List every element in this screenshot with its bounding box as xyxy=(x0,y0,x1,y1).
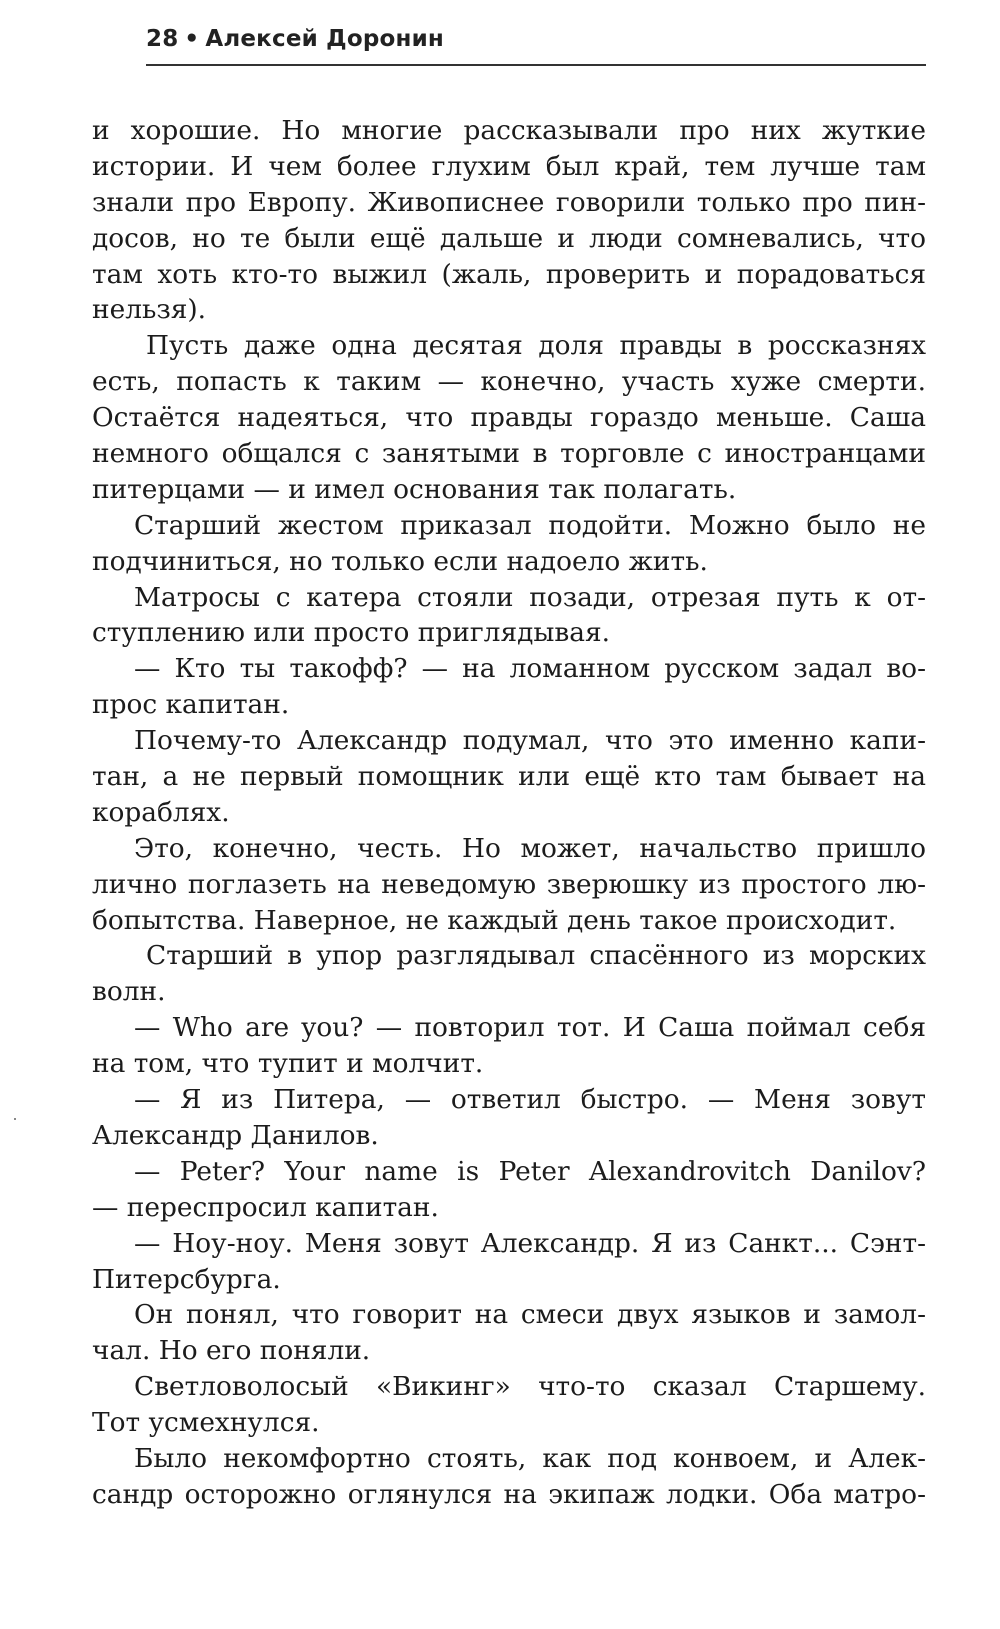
text-line: прос капитан. xyxy=(92,689,290,721)
text-line: там хоть кто-то выжил (жаль, проверить и порадоваться xyxy=(92,258,926,290)
text-line: знали про Европу. Живописнее говорили только про пин- xyxy=(92,186,926,218)
text-line: подчиниться, но только если надоело жить. xyxy=(92,545,708,577)
header-rule xyxy=(146,64,926,66)
text-line: чал. Но его поняли. xyxy=(92,1335,371,1367)
text-line: Остаётся надеяться, что правды гораздо меньше. Саша xyxy=(92,402,926,434)
text-line: Старший в упор разглядывал спасённого из морских xyxy=(146,940,926,972)
text-line: Было некомфортно стоять, как под конвоем, и Алек- xyxy=(134,1442,926,1474)
text-line: ступлению или просто приглядывая. xyxy=(92,617,610,649)
text-line: — Who are you? — повторил тот. И Саша поймал себя xyxy=(134,1012,926,1044)
body-text xyxy=(92,113,926,1513)
text-line: Питерсбурга. xyxy=(92,1263,281,1295)
text-line: тан, а не первый помощник или ещё кто там бывает на xyxy=(92,761,926,793)
text-line: есть, попасть к таким — конечно, участь хуже смерти. xyxy=(92,366,926,398)
text-line: Он понял, что говорит на смеси двух языков и замол- xyxy=(134,1299,926,1331)
text-line: сандр осторожно оглянулся на экипаж лодки. Оба матро- xyxy=(92,1478,926,1510)
text-line: Почему-то Александр подумал, что это именно капи- xyxy=(134,725,926,757)
text-line: досов, но те были ещё дальше и люди сомневались, что xyxy=(92,222,926,254)
text-line: и хорошие. Но многие рассказывали про них жуткие xyxy=(92,115,926,146)
text-line: — переспросил капитан. xyxy=(92,1191,439,1223)
text-line: — Кто ты такофф? — на ломанном русском задал во- xyxy=(134,653,926,685)
margin-speck xyxy=(14,1118,16,1120)
text-line: питерцами — и имел основания так полагать. xyxy=(92,473,737,505)
text-line: бопытства. Наверное, не каждый день такое происходит. xyxy=(92,904,897,936)
text-line: кораблях. xyxy=(92,796,230,828)
text-line: немного общался с занятыми в торговле с иностранцами xyxy=(92,438,926,470)
text-line: — Я из Питера, — ответил быстро. — Меня зовут xyxy=(134,1084,926,1116)
running-header xyxy=(146,22,926,70)
page-number: 28 xyxy=(146,26,179,52)
text-line: Светловолосый «Викинг» что-то сказал Старшему. xyxy=(134,1371,926,1403)
text-line: Старший жестом приказал подойти. Можно было не xyxy=(134,509,926,541)
text-line: Матросы с катера стояли позади, отрезая путь к от- xyxy=(134,581,926,613)
header-separator: • xyxy=(184,26,200,52)
text-line: Александр Данилов. xyxy=(92,1119,379,1151)
text-line: — Peter? Your name is Peter Alexandrovitch Danilov? xyxy=(134,1155,926,1187)
text-line: истории. И чем более глухим был край, тем лучше там xyxy=(92,150,926,182)
author-name: Алексей Доронин xyxy=(205,26,444,52)
header-text xyxy=(146,26,444,52)
text-line: на том, что тупит и молчит. xyxy=(92,1048,484,1080)
text-line: нельзя). xyxy=(92,294,207,326)
text-line: Пусть даже одна десятая доля правды в россказнях xyxy=(146,330,926,362)
text-line: волн. xyxy=(92,976,166,1008)
text-line: — Ноу-ноу. Меня зовут Александр. Я из Санкт... Сэнт- xyxy=(134,1227,926,1259)
text-line: Это, конечно, честь. Но может, начальство пришло xyxy=(134,832,926,864)
text-line: Тот усмехнулся. xyxy=(92,1407,320,1439)
text-line: лично поглазеть на неведомую зверюшку из простого лю- xyxy=(92,868,926,900)
